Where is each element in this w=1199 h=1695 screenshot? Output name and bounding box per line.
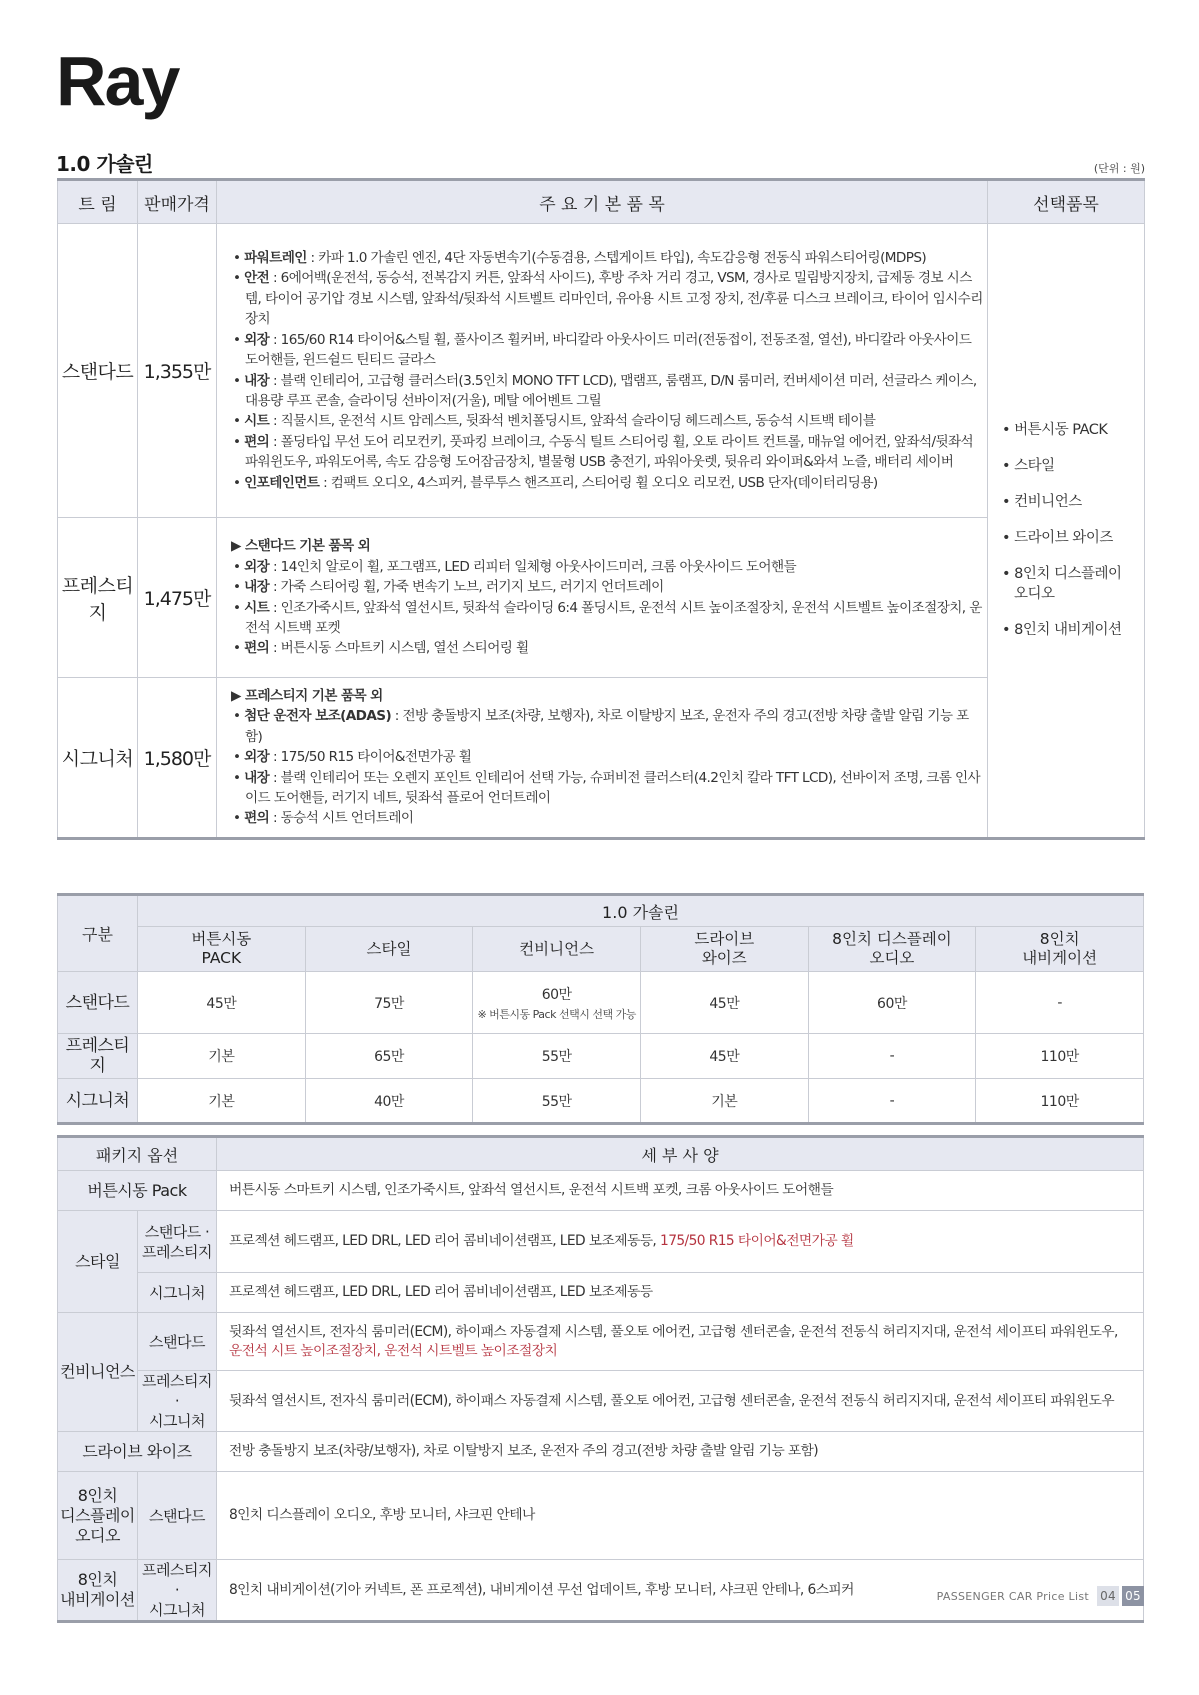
option-price-cell: [305, 1079, 473, 1124]
package-detail: 프로젝션 헤드램프, LED DRL, LED 리어 콤비네이션램프, LED 보조제동등: [217, 1273, 1144, 1313]
feature-text: : 블랙 인테리어 또는 오렌지 포인트 인테리어 선택 가능, 슈퍼비전 클러스터(4.2인치 칼라 TFT LCD), 선바이저 조명, 크롬 인사이드 도어핸들, 러기지 네트, 뒷좌석 플로어 언더트레이: [245, 769, 981, 807]
package-detail: [217, 1313, 1144, 1371]
option-column-header: 버튼시동 PACK: [138, 927, 306, 972]
package-name: 8인치 디스플레이 오디오: [58, 1472, 138, 1560]
option-label: 드라이브 와이즈: [1014, 530, 1113, 547]
feature-subheading: ▶ 스탠다드 기본 품목 외: [231, 538, 371, 555]
feature-list: [217, 224, 988, 518]
option-price: 110만: [1040, 1093, 1079, 1110]
feature-label: 외장: [244, 331, 270, 348]
option-price-cell: [473, 1034, 641, 1079]
option-price-cell: [473, 972, 641, 1034]
option-item: • 8인치 내비게이션: [1002, 622, 1122, 639]
option-price: 60만: [877, 995, 907, 1012]
feature-item: • 외장 : 14인치 알로이 휠, 포그램프, LED 리피터 일체형 아웃사이드미러, 크롬 아웃사이드 도어핸들: [233, 558, 797, 575]
feature-text: : 가죽 스티어링 휠, 가죽 변속기 노브, 러기지 보드, 러기지 언더트레이: [269, 579, 664, 596]
option-price-cell: [976, 972, 1144, 1034]
feature-text: : 14인치 알로이 휠, 포그램프, LED 리피터 일체형 아웃사이드미러, 크롬 아웃사이드 도어핸들: [269, 558, 797, 575]
table-row: [58, 678, 1145, 839]
option-label: 컨비니언스: [1014, 494, 1082, 511]
trim-name: 시그니처: [58, 678, 138, 839]
table-row: [58, 1034, 1144, 1079]
feature-item: • 외장 : 165/60 R14 타이어&스틸 휠, 풀사이즈 휠커버, 바디칼라 아웃사이드 미러(전동접이, 전동조절, 열선), 바디칼라 아웃사이드 도어핸들, 윈드쉴드 틴티드 글라스: [233, 331, 972, 369]
feature-label: 시트: [244, 413, 270, 430]
corner-label: 구분: [58, 895, 138, 972]
option-price-cell: [640, 1034, 808, 1079]
package-detail: 버튼시동 스마트키 시스템, 인조가죽시트, 앞좌석 열선시트, 운전석 시트백 포켓, 크롬 아웃사이드 도어핸들: [217, 1171, 1144, 1211]
package-name: 8인치 내비게이션: [58, 1560, 138, 1622]
feature-list: [217, 678, 988, 839]
table-row: [58, 224, 1145, 518]
feature-text: : 직물시트, 운전석 시트 암레스트, 뒷좌석 벤치폴딩시트, 앞좌석 슬라이딩 헤드레스트, 동승석 시트백 테이블: [269, 413, 876, 430]
group-header: 1.0 가솔린: [138, 895, 1144, 927]
trim-name: 스탠다드: [58, 224, 138, 518]
package-name: 버튼시동 Pack: [58, 1171, 217, 1211]
option-column-header: 8인치 내비게이션: [976, 927, 1144, 972]
package-trim: 스탠다드: [138, 1472, 217, 1560]
page-number-left: 04: [1097, 1586, 1119, 1606]
feature-item: • 내장 : 가죽 스티어링 휠, 가죽 변속기 노브, 러기지 보드, 러기지 언더트레이: [233, 579, 664, 596]
option-price-cell: [976, 1034, 1144, 1079]
page-number-right: 05: [1122, 1586, 1144, 1606]
detail-text: 프로젝션 헤드램프, LED DRL, LED 리어 콤비네이션램프, LED 보조제동등,: [229, 1233, 661, 1249]
option-price: 75만: [374, 995, 404, 1012]
option-label: 8인치 내비게이션: [1014, 622, 1122, 639]
package-detail: 뒷좌석 열선시트, 전자식 룸미러(ECM), 하이패스 자동결제 시스템, 풀오토 에어컨, 고급형 센터콘솔, 운전석 전동식 허리지지대, 운전석 세이프티 파워윈도우: [217, 1371, 1144, 1432]
option-price: -: [889, 1048, 895, 1064]
package-trim: 시그니처: [138, 1273, 217, 1313]
package-detail: [217, 1211, 1144, 1273]
feature-item: • 시트 : 인조가죽시트, 앞좌석 열선시트, 뒷좌석 슬라이딩 6:4 폴딩시트, 운전석 시트 높이조절장치, 운전석 시트벨트 높이조절장치, 운전석 시트백 포켓: [233, 599, 982, 636]
feature-label: 편의: [244, 433, 270, 450]
feature-text: : 전방 충돌방지 보조(차량, 보행자), 차로 이탈방지 보조, 운전자 주의 경고(전방 차량 출발 알림 기능 포함): [245, 708, 969, 745]
feature-item: • 인포테인먼트 : 컴팩트 오디오, 4스피커, 블루투스 핸즈프리, 스티어링 휠 오디오 리모컨, USB 단자(데이터리딩용): [233, 474, 878, 491]
option-price: 110만: [1040, 1049, 1079, 1065]
feature-item: • 편의 : 동승석 시트 언더트레이: [233, 810, 414, 827]
option-price: 기본: [208, 1049, 235, 1065]
option-list: [988, 224, 1145, 839]
feature-label: 파워트레인: [244, 250, 307, 267]
feature-text: : 175/50 R15 타이어&전면가공 휠: [269, 749, 472, 766]
feature-label: 외장: [244, 749, 270, 766]
feature-text: : 버튼시동 스마트키 시스템, 열선 스티어링 휠: [269, 640, 529, 657]
option-price: 45만: [206, 995, 237, 1012]
option-price: 40만: [374, 1093, 404, 1110]
table-row: [58, 1211, 1144, 1273]
feature-label: 첨단 운전자 보조(ADAS): [244, 708, 392, 725]
option-price-cell: [976, 1079, 1144, 1124]
feature-text: : 인조가죽시트, 앞좌석 열선시트, 뒷좌석 슬라이딩 6:4 폴딩시트, 운전석 시트 높이조절장치, 운전석 시트벨트 높이조절장치, 운전석 시트백 포켓: [245, 599, 982, 636]
package-trim: 프레스티지 · 시그니처: [138, 1371, 217, 1432]
table-row: [58, 1273, 1144, 1313]
feature-text: : 카파 1.0 가솔린 엔진, 4단 자동변속기(수동겸용, 스텝게이트 타입), 속도감응형 전동식 파워스티어링(MDPS): [306, 250, 927, 267]
option-price: 45만: [709, 1049, 740, 1065]
option-label: 버튼시동 PACK: [1014, 422, 1108, 439]
feature-item: • 편의 : 버튼시동 스마트키 시스템, 열선 스티어링 휠: [233, 640, 529, 657]
option-item: • 컨비니언스: [1002, 494, 1082, 511]
option-price: 60만: [541, 986, 572, 1003]
feature-subheading: ▶ 프레스티지 기본 품목 외: [231, 688, 383, 704]
footer: [937, 1586, 1144, 1606]
trim-name: 프레스티지: [58, 518, 138, 678]
option-price: 기본: [711, 1093, 738, 1110]
option-price-cell: [138, 1034, 306, 1079]
header-features: 주 요 기 본 품 목: [217, 180, 988, 224]
option-price-cell: [138, 972, 306, 1034]
engine-subtitle: 1.0 가솔린: [56, 152, 153, 176]
header-options: 선택품목: [988, 180, 1145, 224]
feature-label: 외장: [244, 558, 270, 575]
feature-item: • 내장 : 블랙 인테리어 또는 오렌지 포인트 인테리어 선택 가능, 슈퍼비전 클러스터(4.2인치 칼라 TFT LCD), 선바이저 조명, 크롬 인사이드 도어핸들, 러기지 네트, 뒷좌석 플로어 언더트레이: [233, 769, 981, 807]
option-price-cell: [808, 1079, 976, 1124]
option-price: 55만: [541, 1093, 572, 1110]
trim-price: 1,475만: [138, 518, 217, 678]
trim-price-table: [57, 178, 1145, 840]
feature-list: [217, 518, 988, 678]
header-detail: 세 부 사 양: [217, 1137, 1144, 1171]
option-price-cell: [640, 1079, 808, 1124]
trim-price: 1,355만: [138, 224, 217, 518]
option-item: • 드라이브 와이즈: [1002, 530, 1113, 547]
option-column-header: 드라이브 와이즈: [640, 927, 808, 972]
header-price: 판매가격: [138, 180, 217, 224]
option-price-cell: [640, 972, 808, 1034]
feature-text: : 블랙 인테리어, 고급형 클러스터(3.5인치 MONO TFT LCD), 맵램프, 룸램프, D/N 룸미러, 컨버세이션 미러, 선글라스 케이스, 대용량 루프 콘솔, 슬라이딩 선바이저(거울), 메탈 에어벤트 그릴: [245, 372, 977, 409]
package-detail: 전방 충돌방지 보조(차량/보행자), 차로 이탈방지 보조, 운전자 주의 경고(전방 차량 출발 알림 기능 포함): [217, 1432, 1144, 1472]
feature-text: : 폴딩타입 무선 도어 리모컨키, 풋파킹 브레이크, 수동식 틸트 스티어링 휠, 오토 라이트 컨트롤, 매뉴얼 에어컨, 앞좌석/뒷좌석 파워윈도우, 파워도어록, 속도 감응형 도어잠금장치, 별물형 USB 충전기, 파워아웃렛, 뒷유리 와이퍼&와셔 노즐, 배터리 세이버: [245, 433, 974, 471]
table-row: [58, 1313, 1144, 1371]
trim-name: 시그니처: [58, 1079, 138, 1124]
feature-item: • 파워트레인 : 카파 1.0 가솔린 엔진, 4단 자동변속기(수동겸용, 스텝게이트 타입), 속도감응형 전동식 파워스티어링(MDPS): [233, 250, 927, 267]
trim-name: 스탠다드: [58, 972, 138, 1034]
package-detail-table: [57, 1135, 1144, 1623]
header-package: 패키지 옵션: [58, 1137, 217, 1171]
package-trim: 스탠다드: [138, 1313, 217, 1371]
table-row: [58, 1371, 1144, 1432]
feature-text: : 컴팩트 오디오, 4스피커, 블루투스 핸즈프리, 스티어링 휠 오디오 리모컨, USB 단자(데이터리딩용): [319, 474, 878, 491]
option-column-header: 컨비니언스: [473, 927, 641, 972]
trim-price: 1,580만: [138, 678, 217, 839]
option-price-cell: [808, 1034, 976, 1079]
feature-item: • 편의 : 폴딩타입 무선 도어 리모컨키, 풋파킹 브레이크, 수동식 틸트 스티어링 휠, 오토 라이트 컨트롤, 매뉴얼 에어컨, 앞좌석/뒷좌석 파워윈도우, 파워도어록, 속도 감응형 도어잠금장치, 별물형 USB 충전기, 파워아웃렛, 뒷유리 와이퍼&와셔 노즐, 배터리 세이버: [233, 433, 974, 471]
trim-name: 프레스티지: [58, 1034, 138, 1079]
feature-label: 편의: [244, 810, 270, 827]
option-price-cell: [473, 1079, 641, 1124]
package-trim: 프레스티지 · 시그니처: [138, 1560, 217, 1622]
option-label: 8인치 디스플레이 오디오: [1014, 566, 1122, 603]
option-price-cell: [138, 1079, 306, 1124]
option-price-cell: [305, 972, 473, 1034]
package-detail: 8인치 내비게이션(기아 커넥트, 폰 프로젝션), 내비게이션 무선 업데이트, 후방 모니터, 샤크핀 안테나, 6스피커: [217, 1560, 1144, 1622]
option-price: -: [889, 1092, 895, 1109]
feature-item: • 시트 : 직물시트, 운전석 시트 암레스트, 뒷좌석 벤치폴딩시트, 앞좌석 슬라이딩 헤드레스트, 동승석 시트백 테이블: [233, 413, 876, 430]
option-price: -: [1057, 994, 1062, 1011]
option-price-cell: [305, 1034, 473, 1079]
table-row: [58, 972, 1144, 1034]
feature-label: 편의: [244, 640, 270, 657]
feature-item: • 안전 : 6에어백(운전석, 동승석, 전복감지 커튼, 앞좌석 사이드), 후방 주차 거리 경고, VSM, 경사로 밀림방지장치, 급제동 경보 시스템, 타이어 공기압 경보 시스템, 앞좌석/뒷좌석 시트벨트 리마인더, 유아용 시트 고정 장치, 전/후륜 디스크 브레이크, 타이어 임시수리장치: [233, 270, 983, 328]
table-row: [58, 1171, 1144, 1211]
detail-highlight: 운전석 시트 높이조절장치, 운전석 시트벨트 높이조절장치: [229, 1342, 558, 1359]
option-column-header: 스타일: [305, 927, 473, 972]
option-price: 45만: [709, 995, 740, 1012]
feature-text: : 동승석 시트 언더트레이: [269, 810, 414, 827]
package-name: 드라이브 와이즈: [58, 1432, 217, 1472]
feature-item: • 내장 : 블랙 인테리어, 고급형 클러스터(3.5인치 MONO TFT LCD), 맵램프, 룸램프, D/N 룸미러, 컨버세이션 미러, 선글라스 케이스, 대용량 루프 콘솔, 슬라이딩 선바이저(거울), 메탈 에어벤트 그릴: [233, 372, 977, 409]
footer-text: PASSENGER CAR Price List: [936, 1589, 1089, 1603]
table-row: [58, 1472, 1144, 1560]
option-price: 65만: [374, 1049, 404, 1065]
feature-text: : 165/60 R14 타이어&스틸 휠, 풀사이즈 휠커버, 바디칼라 아웃사이드 미러(전동접이, 전동조절, 열선), 바디칼라 아웃사이드 도어핸들, 윈드쉴드 틴티드 글라스: [245, 331, 972, 369]
header-trim: 트 림: [58, 180, 138, 224]
feature-label: 내장: [244, 372, 270, 389]
feature-label: 안전: [244, 270, 270, 287]
package-name: 컨비니언스: [58, 1313, 138, 1432]
option-price-cell: [808, 972, 976, 1034]
option-price-table: [57, 893, 1144, 1125]
package-detail: 8인치 디스플레이 오디오, 후방 모니터, 샤크핀 안테나: [217, 1472, 1144, 1560]
detail-text: 뒷좌석 열선시트, 전자식 룸미러(ECM), 하이패스 자동결제 시스템, 풀오토 에어컨, 고급형 센터콘솔, 운전석 전동식 허리지지대, 운전석 세이프티 파워윈도우,: [229, 1323, 1118, 1340]
feature-label: 인포테인먼트: [244, 474, 320, 491]
option-price: 55만: [541, 1049, 572, 1065]
feature-item: • 첨단 운전자 보조(ADAS) : 전방 충돌방지 보조(차량, 보행자), 차로 이탈방지 보조, 운전자 주의 경고(전방 차량 출발 알림 기능 포함): [233, 708, 969, 745]
feature-label: 내장: [244, 769, 270, 786]
option-item: • 스타일: [1002, 458, 1055, 475]
option-label: 스타일: [1014, 458, 1055, 475]
detail-highlight: 175/50 R15 타이어&전면가공 휠: [660, 1233, 854, 1249]
option-note: ※ 버튼시동 Pack 선택시 선택 가능: [477, 1007, 636, 1021]
feature-text: : 6에어백(운전석, 동승석, 전복감지 커튼, 앞좌석 사이드), 후방 주차 거리 경고, VSM, 경사로 밀림방지장치, 급제동 경보 시스템, 타이어 공기압 경보 시스템, 앞좌석/뒷좌석 시트벨트 리마인더, 유아용 시트 고정 장치, 전/후륜 디스크 브레이크, 타이어 임시수리장치: [245, 270, 983, 328]
feature-label: 내장: [244, 579, 270, 596]
option-price: 기본: [208, 1093, 235, 1110]
table-row: [58, 518, 1145, 678]
option-item: • 8인치 디스플레이 오디오: [1002, 566, 1122, 603]
page-title: Ray: [56, 42, 179, 120]
package-trim: 스탠다드 · 프레스티지: [138, 1211, 217, 1273]
unit-note: (단위 : 원): [1093, 162, 1145, 175]
option-item: • 버튼시동 PACK: [1002, 422, 1108, 439]
table-row: [58, 1432, 1144, 1472]
feature-label: 시트: [244, 599, 270, 616]
package-name: 스타일: [58, 1211, 138, 1313]
table-row: [58, 1079, 1144, 1124]
option-column-header: 8인치 디스플레이 오디오: [808, 927, 976, 972]
feature-item: • 외장 : 175/50 R15 타이어&전면가공 휠: [233, 749, 472, 766]
